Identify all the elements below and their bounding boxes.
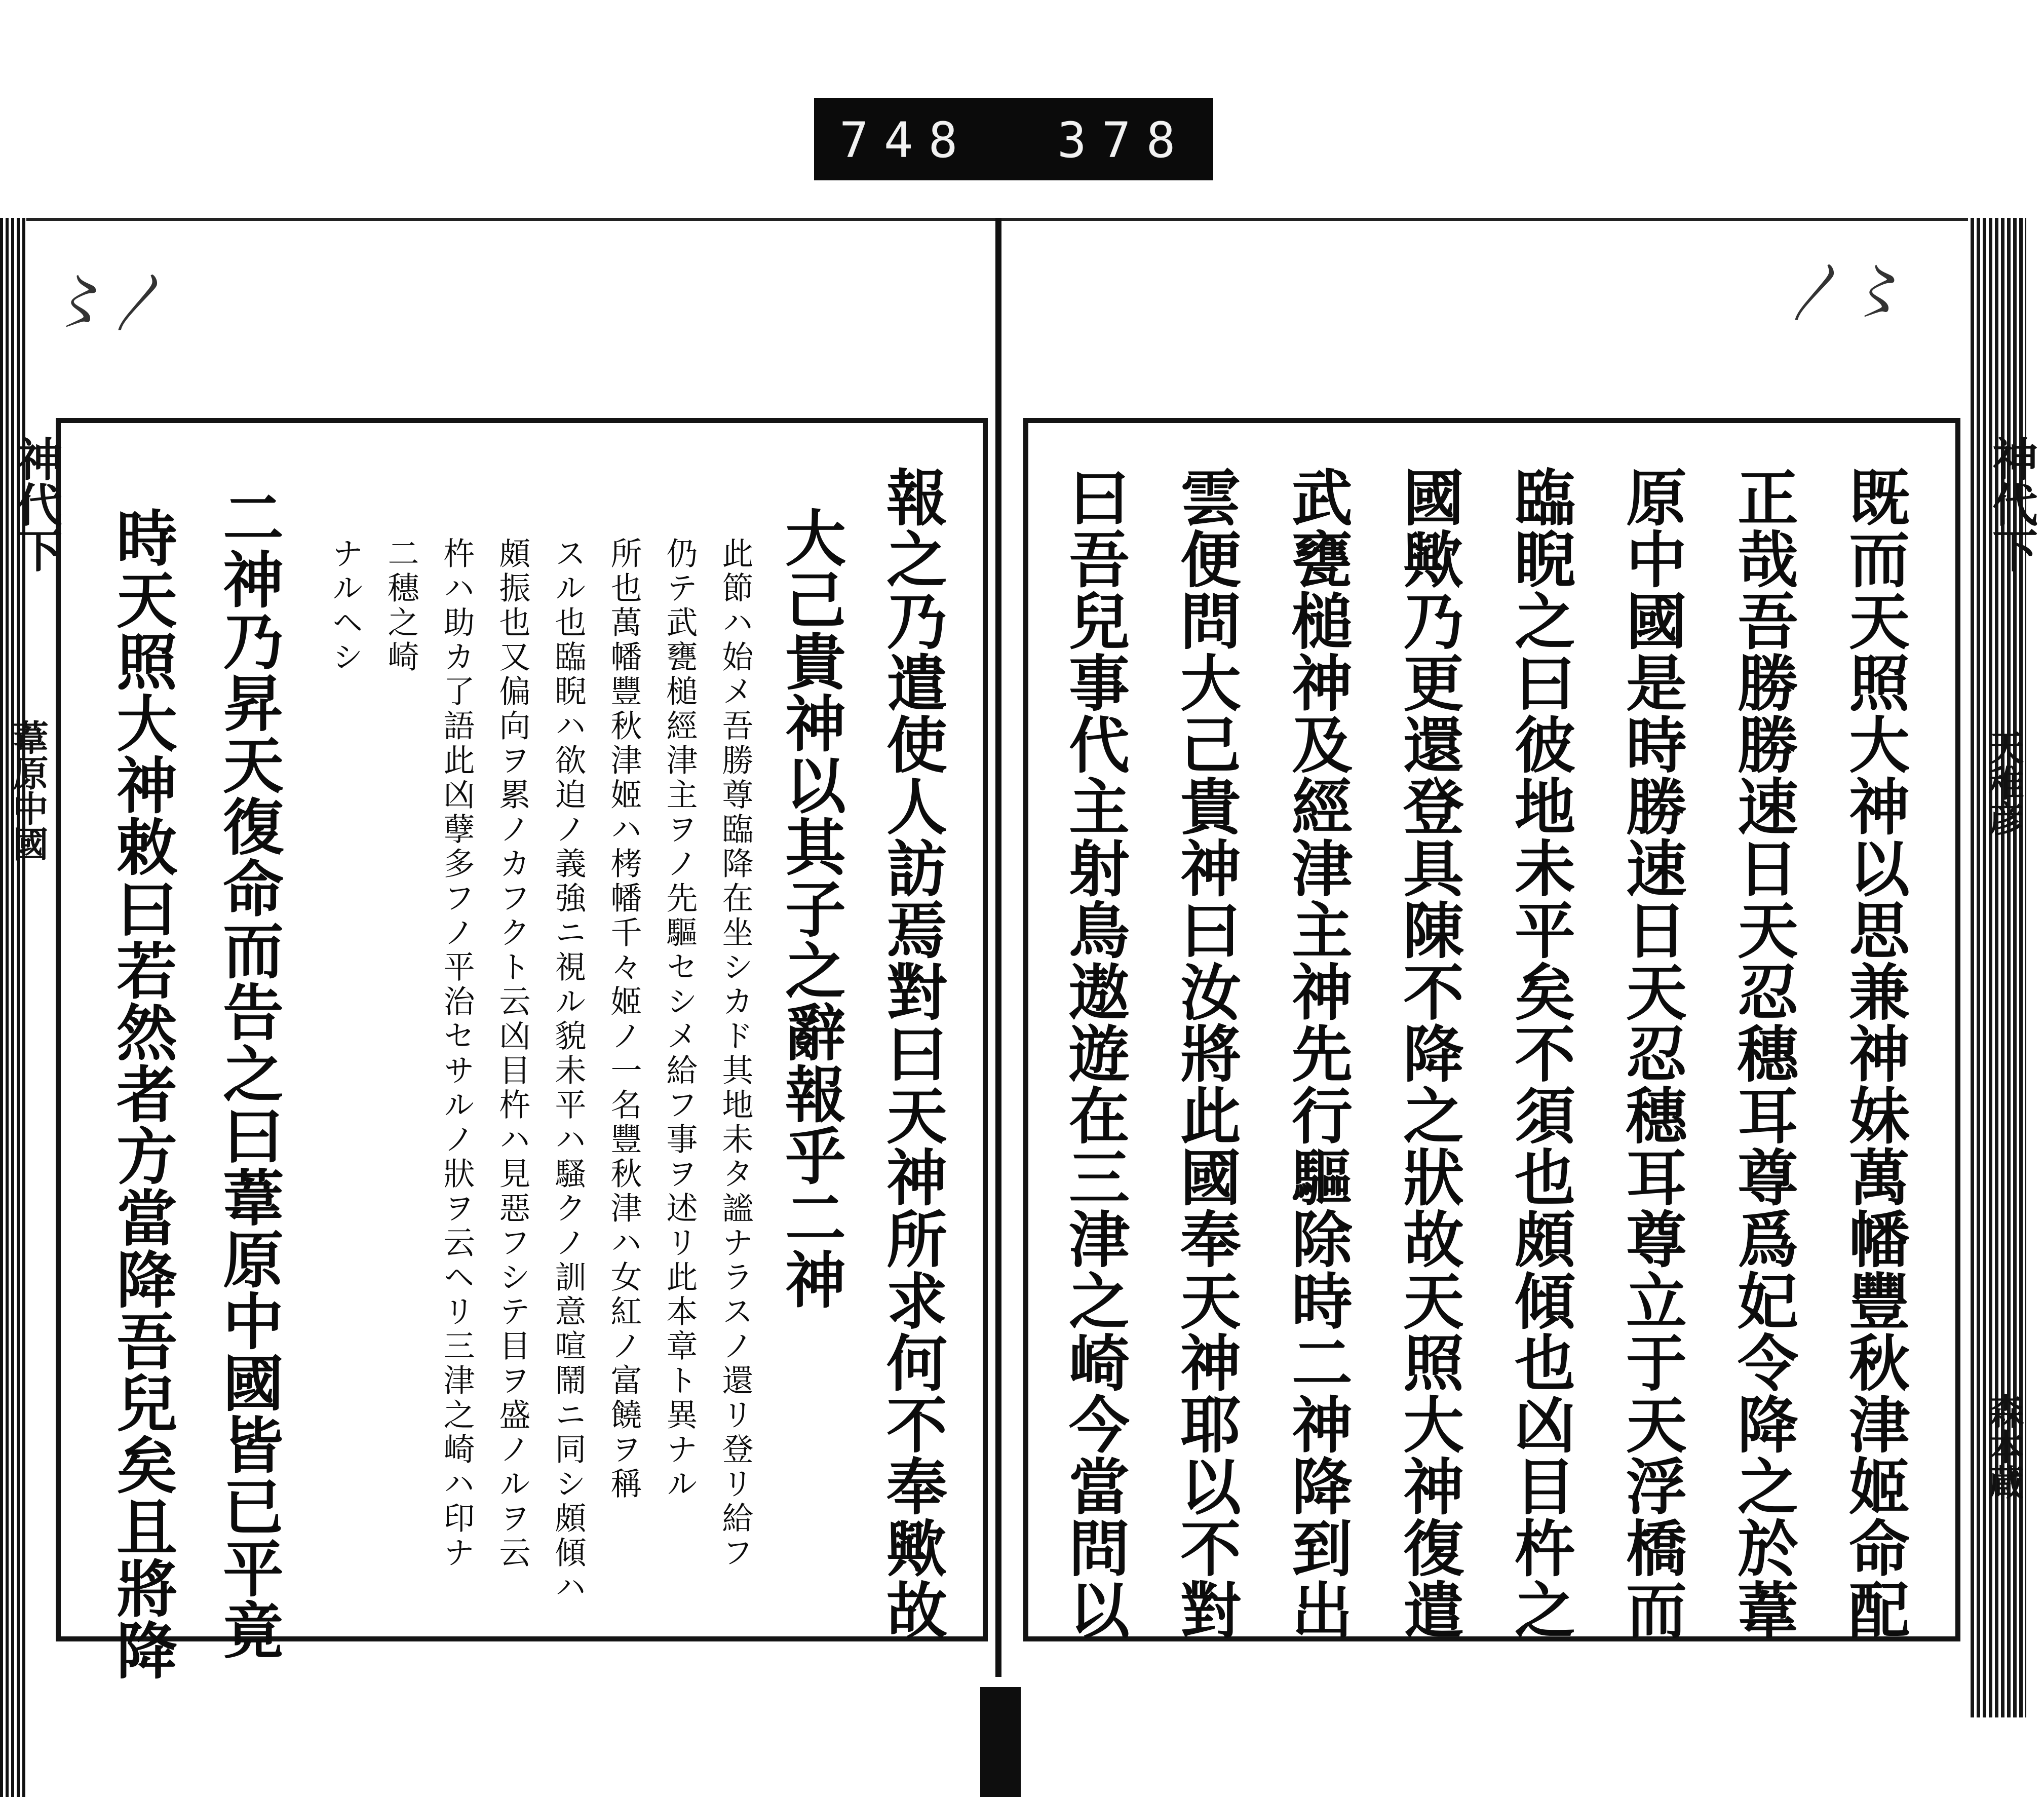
frame-number-right: 378: [1057, 112, 1191, 169]
right-page-column-7: 雲便問大己貴神曰汝將此國奉天神耶以不對: [1170, 466, 1242, 1640]
right-page-column-6: 武甕槌神及經津主神先行驅除時二神降到出: [1282, 466, 1353, 1640]
left-page-column-1: 報之乃遣使人訪焉對曰天神所求何不奉歟故: [876, 466, 948, 1640]
margin-scribble-right: 〳〻: [1783, 257, 1905, 327]
commentary-column-6: 杵ハ助カ了語此凶孽多フノ平治セサルノ狀ヲ云ヘリ三津之崎ハ印ナ: [438, 537, 475, 1571]
left-margin-box: 葦原中國: [7, 719, 49, 861]
commentary-column-4: スル也臨睨ハ欲迫ノ義強ニ視ル貌未平ハ騷クノ訓意喧鬧ニ同シ頗傾ハ: [550, 537, 587, 1605]
commentary-column-7: 二穗之崎: [382, 537, 419, 675]
commentary-column-8: ナルヘシ: [327, 537, 364, 675]
frame-number-label: [814, 98, 1213, 180]
right-page-column-8: 曰吾兒事代主射鳥遨遊在三津之崎今當問以: [1059, 466, 1130, 1640]
commentary-column-3: 所也萬幡豐秋津姬ハ栲幡千々姬ノ一名豐秋津ハ女紅ノ富饒ヲ稱: [605, 537, 642, 1502]
margin-scribble-left: 〻〳: [46, 267, 167, 337]
page-top-rule: [0, 218, 2026, 221]
left-page-column-2: 大己貴神以其子之辭報乎二神: [775, 507, 846, 1310]
commentary-column-1: 此節ハ始メ吾勝尊臨降在坐シカド其地未タ謐ナラスノ還リ登リ給フ: [717, 537, 754, 1571]
right-page-column-2: 正哉吾勝勝速日天忍穗耳尊爲妃令降之於葦: [1727, 466, 1799, 1640]
right-page-column-4: 臨睨之曰彼地未平矣不須也頗傾也凶目杵之: [1505, 466, 1576, 1640]
right-margin-inner: 森本蔵: [1983, 1393, 2025, 1500]
left-page-column-3: 二神乃昇天復命而告之曰葦原中國皆已平竟: [213, 486, 284, 1661]
right-page-column-1: 既而天照大神以思兼神妹萬幡豐秋津姬命配: [1839, 466, 1910, 1640]
book-spine: [995, 218, 1001, 1677]
right-page-column-3: 原中國是時勝速日天忍穗耳尊立于天浮橋而: [1616, 466, 1687, 1640]
right-margin-title: 神代下: [1984, 436, 2038, 572]
left-margin-title: 神代下: [9, 436, 62, 572]
right-page-frame: [1023, 418, 1960, 1641]
left-page-column-4: 時天照大神敕曰若然者方當降吾兒矣且將降: [106, 507, 178, 1681]
spine-clamp: [980, 1687, 1021, 1797]
right-margin-box: 天稚彦: [1983, 730, 2025, 836]
right-page-column-5: 國歟乃更還登具陳不降之狀故天照大神復遣: [1393, 466, 1464, 1640]
commentary-column-5: 頗振也又偏向ヲ累ノカフクト云凶目杵ハ見惡フシテ目ヲ盛ノルヲ云: [494, 537, 531, 1571]
frame-number-left: 748: [839, 112, 973, 169]
commentary-column-2: 仍テ武甕槌經津主ヲノ先驅セシメ給フ事ヲ述リ此本章ト異ナル: [661, 537, 698, 1502]
